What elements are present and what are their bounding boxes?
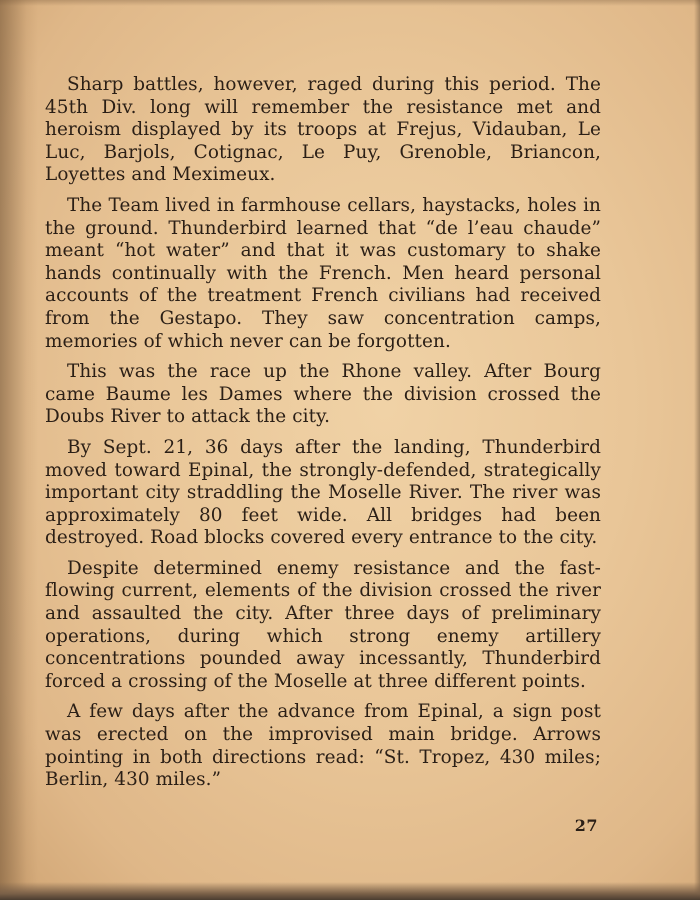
paragraph-6: A few days after the advance from Epinal, a sign post was erected on the improvised main bridge. Arrows pointing in both directions read: “St. Tropez, 430 miles; Berlin, 430 miles.” bbox=[45, 701, 601, 791]
page-bottom-edge bbox=[0, 882, 700, 900]
paragraph-2: The Team lived in farmhouse cellars, haystacks, holes in the ground. Thunderbird learned that “de l’eau chaude” meant “hot water” and that it was customary to shake hands continually with the French. Men heard personal accounts of the treatment French civilians had received from the Gestapo. They saw concentration camps, memories of which never can be forgotten. bbox=[45, 194, 601, 352]
paragraph-3: This was the race up the Rhone valley. After Bourg came Baume les Dames where the division crossed the Doubs River to attack the city. bbox=[45, 361, 601, 428]
paragraph-5: Despite determined enemy resistance and the fast-flowing current, elements of the division crossed the river and assaulted the city. After three days of preliminary operations, during which strong enemy artillery concentrations pounded away incessantly, Thunderbird forced a crossing of the Moselle at three different points. bbox=[45, 557, 601, 692]
page-number: 27 bbox=[574, 816, 598, 835]
paragraph-1: Sharp battles, however, raged during this period. The 45th Div. long will remember the resistance met and heroism displayed by its troops at Frejus, Vidauban, Le Luc, Barjols, Cotignac, Le Puy, Grenoble, Briancon, Loyettes and Meximeux. bbox=[45, 74, 601, 186]
binding-gutter-shadow bbox=[0, 0, 38, 900]
page-right-edge bbox=[694, 0, 700, 900]
page-top-edge bbox=[0, 0, 700, 6]
paragraph-4: By Sept. 21, 36 days after the landing, Thunderbird moved toward Epinal, the strongly-defended, strategically important city straddling the Moselle River. The river was approximately 80 feet wide. All bridges had been destroyed. Road blocks covered every entrance to the city. bbox=[45, 436, 601, 549]
body-text bbox=[45, 74, 601, 800]
